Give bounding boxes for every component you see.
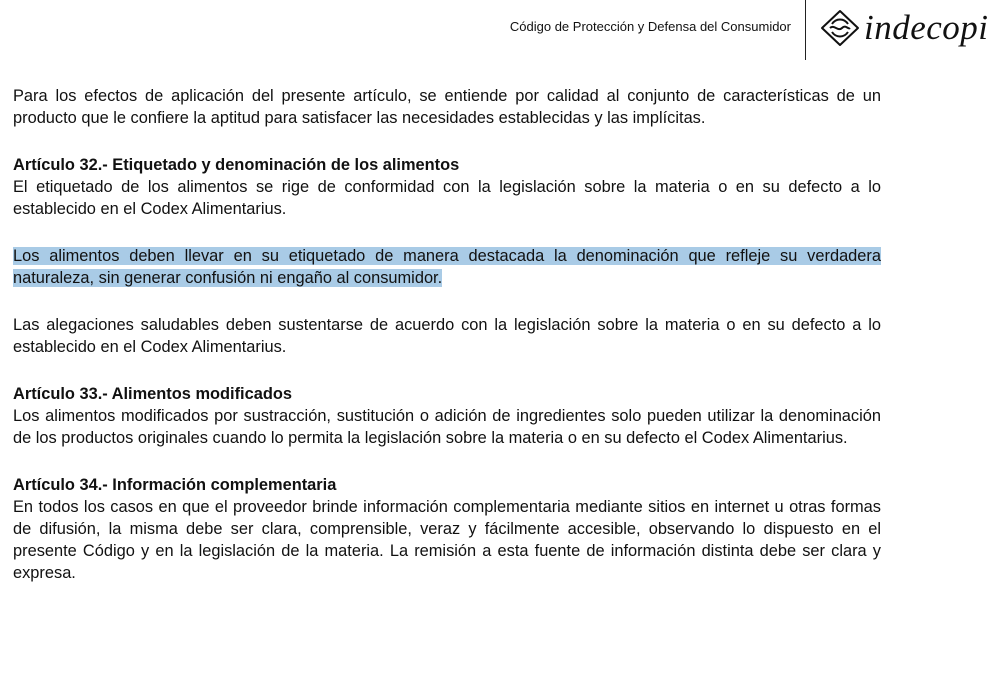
indecopi-logo-icon — [818, 8, 862, 48]
header-title: Código de Protección y Defensa del Consumidor — [509, 19, 791, 34]
article-32-heading: Artículo 32.- Etiquetado y denominación de los alimentos — [13, 156, 460, 174]
article-34-heading: Artículo 34.- Información complementaria — [13, 476, 337, 494]
article-32-paragraph-2-highlighted[interactable] — [13, 245, 881, 289]
article-32-paragraph-1: El etiquetado de los alimentos se rige de conformidad con la legislación sobre la materia o en su defecto a lo establecido en el Codex Alimentarius. — [13, 178, 881, 218]
article-32 — [13, 154, 881, 358]
article-34-paragraph-1: En todos los casos en que el proveedor brinde información complementaria mediante sitios en internet u otras formas de difusión, la misma debe ser clara, comprensible, veraz y fácilmente accesible, observando lo dispuesto en el presente Código y en la legislación de la materia. La remisión a esta fuente de información distinta debe ser clara y expresa. — [13, 498, 881, 582]
article-34 — [13, 474, 881, 584]
article-32-paragraph-3: Las alegaciones saludables deben sustentarse de acuerdo con la legislación sobre la materia o en su defecto a lo establecido en el Codex Alimentarius. — [13, 316, 881, 356]
article-33-heading: Artículo 33.- Alimentos modificados — [13, 385, 292, 403]
intro-paragraph: Para los efectos de aplicación del presente artículo, se entiende por calidad al conjunto de características de un producto que le confiere la aptitud para satisfacer las necesidades establecidas y las implícitas. — [13, 87, 881, 127]
header-divider — [805, 0, 806, 60]
text-selection-highlight[interactable]: Los alimentos deben llevar en su etiquetado de manera destacada la denominación que refleje su verdadera naturaleza, sin generar confusión ni engaño al consumidor. — [13, 247, 881, 287]
article-33 — [13, 383, 881, 449]
brand-logo — [818, 6, 989, 50]
article-33-paragraph-1: Los alimentos modificados por sustracción, sustitución o adición de ingredientes solo pueden utilizar la denominación de los productos originales cuando lo permita la legislación sobre la materia o en su defecto el Codex Alimentarius. — [13, 407, 881, 447]
page-header — [0, 0, 999, 60]
brand-name: indecopi — [864, 8, 989, 47]
document-body — [13, 85, 881, 584]
